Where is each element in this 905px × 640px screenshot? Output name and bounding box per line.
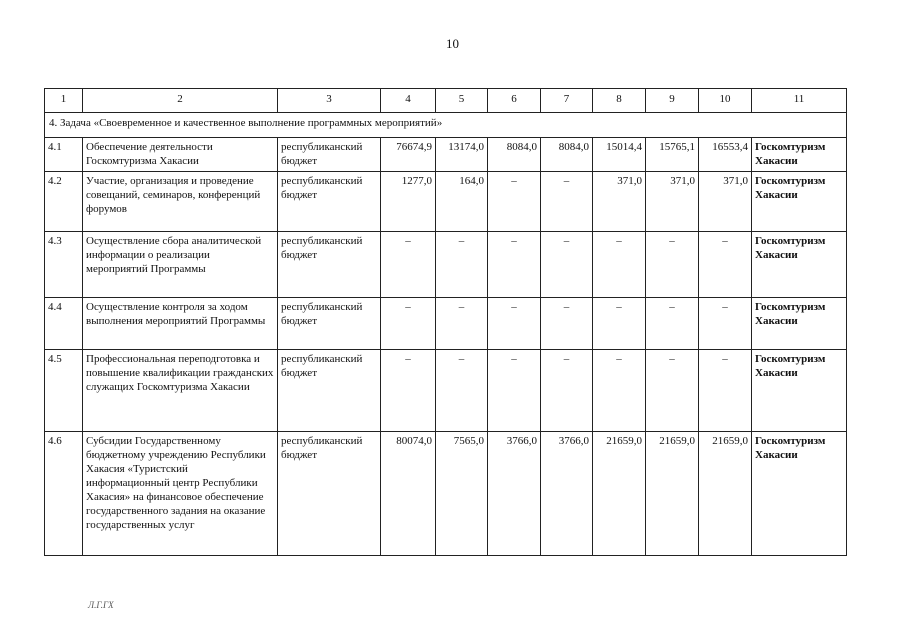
table-row [45, 432, 847, 556]
value-cell: – [381, 298, 436, 350]
row-number: 4.4 [45, 298, 83, 350]
table-row [45, 232, 847, 298]
value-cell: – [699, 232, 752, 298]
row-number: 4.1 [45, 138, 83, 172]
header-cell-10: 10 [699, 89, 752, 113]
program-table [44, 88, 847, 556]
value-cell: – [699, 298, 752, 350]
value-cell: – [593, 350, 646, 432]
measure-name: Обеспечение деятельности Госкомтуризма Хакасии [83, 138, 278, 172]
value-cell: – [436, 350, 488, 432]
footer-code: Л.Г.ГХ [88, 600, 114, 610]
value-cell: – [436, 298, 488, 350]
executor: Госкомтуризм Хакасии [752, 138, 847, 172]
table-row [45, 298, 847, 350]
value-cell: – [646, 298, 699, 350]
value-cell: – [699, 350, 752, 432]
value-cell: 76674,9 [381, 138, 436, 172]
measure-name: Профессиональная переподготовка и повышение квалификации гражданских служащих Госкомтуризма Хакасии [83, 350, 278, 432]
value-cell: 15765,1 [646, 138, 699, 172]
value-cell: 3766,0 [488, 432, 541, 556]
task-title: 4. Задача «Своевременное и качественное выполнение программных мероприятий» [45, 113, 847, 138]
value-cell: – [593, 232, 646, 298]
value-cell: 15014,4 [593, 138, 646, 172]
header-cell-11: 11 [752, 89, 847, 113]
header-cell-5: 5 [436, 89, 488, 113]
value-cell: 371,0 [699, 172, 752, 232]
funding-source: республиканский бюджет [278, 138, 381, 172]
value-cell: 21659,0 [593, 432, 646, 556]
header-cell-3: 3 [278, 89, 381, 113]
header-cell-4: 4 [381, 89, 436, 113]
value-cell: – [381, 350, 436, 432]
value-cell: – [488, 298, 541, 350]
value-cell: – [381, 232, 436, 298]
executor: Госкомтуризм Хакасии [752, 350, 847, 432]
funding-source: республиканский бюджет [278, 232, 381, 298]
value-cell: 371,0 [593, 172, 646, 232]
funding-source: республиканский бюджет [278, 172, 381, 232]
header-cell-9: 9 [646, 89, 699, 113]
table-row [45, 350, 847, 432]
value-cell: – [488, 350, 541, 432]
value-cell: – [646, 350, 699, 432]
page-number: 10 [446, 36, 459, 51]
executor: Госкомтуризм Хакасии [752, 432, 847, 556]
value-cell: – [488, 172, 541, 232]
task-row [45, 113, 847, 138]
value-cell: – [541, 172, 593, 232]
value-cell: 8084,0 [541, 138, 593, 172]
value-cell: – [541, 350, 593, 432]
value-cell: 3766,0 [541, 432, 593, 556]
value-cell: – [541, 232, 593, 298]
value-cell: 16553,4 [699, 138, 752, 172]
measure-name: Участие, организация и проведение совещаний, семинаров, конференций форумов [83, 172, 278, 232]
table-row [45, 138, 847, 172]
value-cell: 164,0 [436, 172, 488, 232]
measure-name: Осуществление контроля за ходом выполнения мероприятий Программы [83, 298, 278, 350]
value-cell: 7565,0 [436, 432, 488, 556]
header-row [45, 89, 847, 113]
table-row [45, 172, 847, 232]
value-cell: 371,0 [646, 172, 699, 232]
funding-source: республиканский бюджет [278, 350, 381, 432]
value-cell: – [593, 298, 646, 350]
value-cell: – [541, 298, 593, 350]
executor: Госкомтуризм Хакасии [752, 172, 847, 232]
value-cell: – [646, 232, 699, 298]
header-cell-8: 8 [593, 89, 646, 113]
value-cell: – [436, 232, 488, 298]
executor: Госкомтуризм Хакасии [752, 232, 847, 298]
value-cell: 1277,0 [381, 172, 436, 232]
value-cell: 21659,0 [646, 432, 699, 556]
value-cell: 8084,0 [488, 138, 541, 172]
row-number: 4.6 [45, 432, 83, 556]
row-number: 4.5 [45, 350, 83, 432]
value-cell: 13174,0 [436, 138, 488, 172]
header-cell-6: 6 [488, 89, 541, 113]
funding-source: республиканский бюджет [278, 298, 381, 350]
measure-name: Осуществление сбора аналитической информации о реализации мероприятий Программы [83, 232, 278, 298]
row-number: 4.2 [45, 172, 83, 232]
funding-source: республиканский бюджет [278, 432, 381, 556]
header-cell-1: 1 [45, 89, 83, 113]
header-cell-7: 7 [541, 89, 593, 113]
header-cell-2: 2 [83, 89, 278, 113]
value-cell: – [488, 232, 541, 298]
row-number: 4.3 [45, 232, 83, 298]
executor: Госкомтуризм Хакасии [752, 298, 847, 350]
value-cell: 80074,0 [381, 432, 436, 556]
value-cell: 21659,0 [699, 432, 752, 556]
measure-name: Субсидии Государственному бюджетному учреждению Республики Хакасия «Туристский информационный центр Республики Хакасия» на финансовое обеспечение государственного задания на оказание государственных услуг [83, 432, 278, 556]
